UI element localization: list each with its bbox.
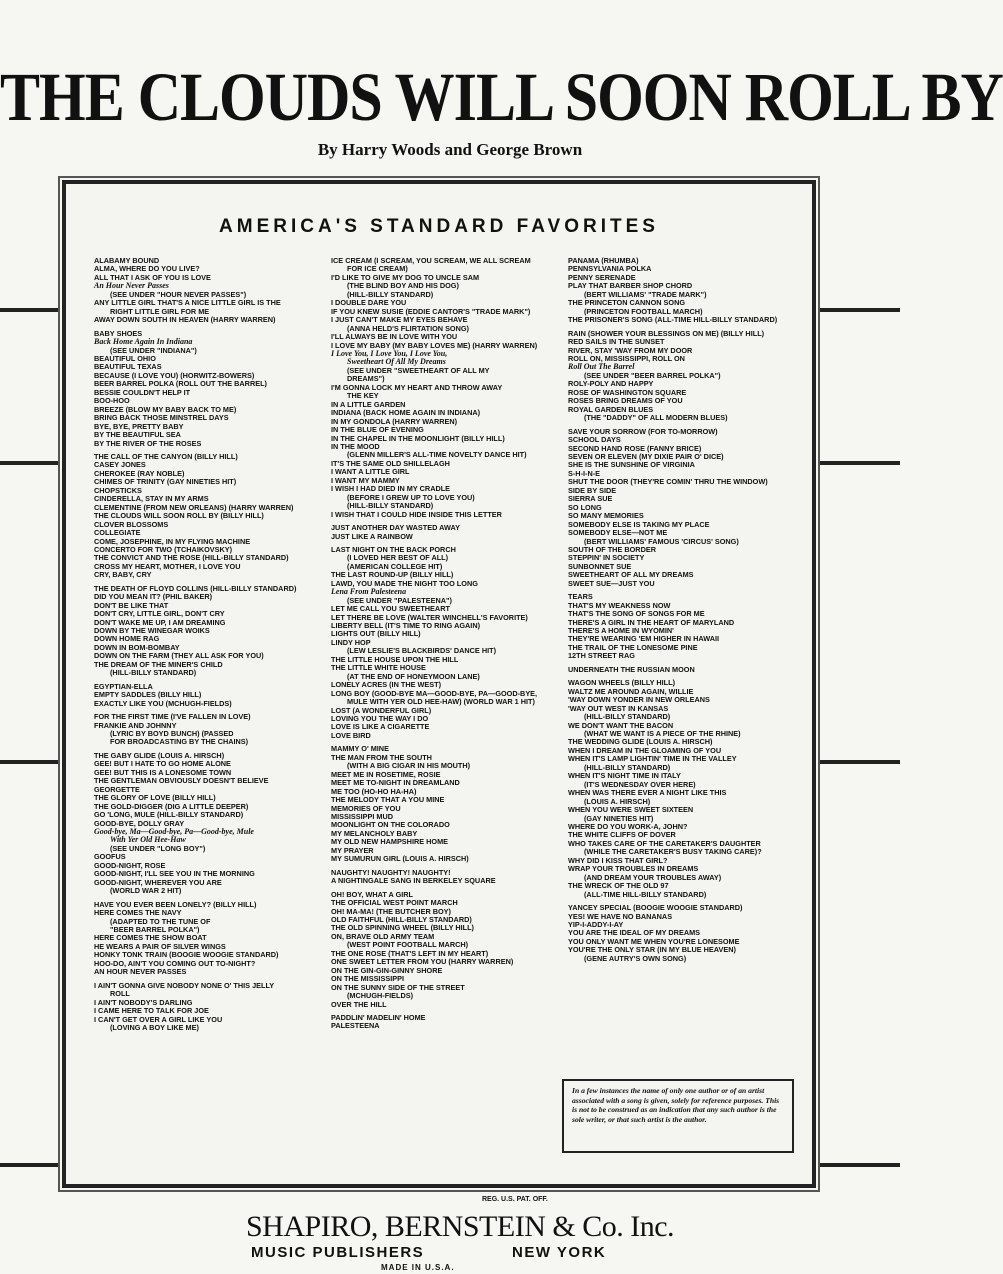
song-entry: THE DEATH OF FLOYD COLLINS (HILL-BILLY STANDARD) — [94, 583, 297, 593]
music-publishers: MUSIC PUBLISHERS — [251, 1244, 425, 1261]
song-entry: LAWD, YOU MADE THE NIGHT TOO LONG — [331, 578, 478, 588]
song-entry: MEMORIES OF YOU — [331, 803, 401, 813]
song-entry: PENNY SERENADE — [568, 272, 636, 282]
song-entry: I WISH THAT I COULD HIDE INSIDE THIS LETTER — [331, 509, 502, 519]
song-entry: THE MELODY THAT A YOU MINE — [331, 795, 445, 805]
song-entry: I WANT MY MAMMY — [331, 475, 400, 485]
song-entry: (PRINCETON FOOTBALL MARCH) — [584, 306, 703, 316]
song-entry: (HILL-BILLY STANDARD) — [347, 289, 434, 299]
song-entry: AN HOUR NEVER PASSES — [94, 967, 187, 977]
song-entry: LAST NIGHT ON THE BACK PORCH — [331, 544, 456, 554]
song-entry: THE LITTLE HOUSE UPON THE HILL — [331, 654, 459, 664]
song-entry: RIGHT LITTLE GIRL FOR ME — [110, 306, 210, 316]
margin-rule — [0, 461, 62, 465]
song-entry: (WITH A BIG CIGAR IN HIS MOUTH) — [347, 761, 471, 771]
song-entry: S-H-I-N-E — [568, 468, 601, 478]
song-entry: DOWN HOME RAG — [94, 634, 160, 644]
song-entry: I WANT A LITTLE GIRL — [331, 467, 410, 477]
catalog-column-1 — [94, 257, 320, 1032]
song-entry: THE MAN FROM THE SOUTH — [331, 752, 432, 762]
song-entry: BOO-HOO — [94, 396, 130, 406]
song-entry: DOWN IN BOM-BOMBAY — [94, 642, 180, 652]
song-entry: THE WRECK OF THE OLD 97 — [568, 881, 669, 891]
song-entry: With Yer Old Hee-Haw — [110, 835, 186, 845]
song-entry: MULE WITH YER OLD HEE-HAW) (WORLD WAR 1 HIT) — [347, 697, 535, 707]
song-entry: WHEN IT'S LAMP LIGHTIN' TIME IN THE VALLEY — [568, 754, 737, 764]
song-entry: (ANNA HELD'S FLIRTATION SONG) — [347, 323, 469, 333]
catalog-heading: AMERICA'S STANDARD FAVORITES — [219, 216, 659, 237]
song-entry: Sweetheart Of All My Dreams — [347, 357, 446, 367]
song-entry: ROSES BRING DREAMS OF YOU — [568, 396, 683, 406]
song-entry: ROLL ON, MISSISSIPPI, ROLL ON — [568, 353, 685, 363]
song-entry: (LOUIS A. HIRSCH) — [584, 796, 651, 806]
song-entry: ROLY-POLY AND HAPPY — [568, 379, 654, 389]
song-entry: THE GLORY OF LOVE (BILLY HILL) — [94, 793, 216, 803]
song-entry: YIP-I-ADDY-I-AY — [568, 919, 624, 929]
song-entry: SOMEBODY ELSE IS TAKING MY PLACE — [568, 519, 710, 529]
song-entry: BESSIE COULDN'T HELP IT — [94, 387, 191, 397]
song-entry: PALESTEENA — [331, 1021, 380, 1031]
song-entry: THE GOLD-DIGGER (DIG A LITTLE DEEPER) — [94, 801, 249, 811]
song-entry: WAGON WHEELS (BILLY HILL) — [568, 678, 676, 688]
song-entry: (LOVING A BOY LIKE ME) — [110, 1022, 199, 1032]
song-entry: THERE'S A HOME IN WYOMIN' — [568, 626, 674, 636]
song-entry: (MCHUGH-FIELDS) — [347, 991, 414, 1001]
song-entry: THE OLD SPINNING WHEEL (BILLY HILL) — [331, 923, 474, 933]
song-entry: THE WEDDING GLIDE (LOUIS A. HIRSCH) — [568, 737, 713, 747]
song-entry: MAMMY O' MINE — [331, 744, 389, 754]
song-entry: BRING BACK THOSE MINSTREL DAYS — [94, 413, 229, 423]
song-entry: RIVER, STAY 'WAY FROM MY DOOR — [568, 345, 693, 355]
song-entry: WHEN WAS THERE EVER A NIGHT LIKE THIS — [568, 788, 727, 798]
song-entry: YES! WE HAVE NO BANANAS — [568, 911, 673, 921]
song-entry: IN THE CHAPEL IN THE MOONLIGHT (BILLY HILL) — [331, 433, 505, 443]
catalog-column-3 — [568, 257, 798, 963]
song-entry: THEY'RE WEARING 'EM HIGHER IN HAWAII — [568, 634, 720, 644]
song-entry: ON, BRAVE OLD ARMY TEAM — [331, 931, 435, 941]
song-entry: LINDY HOP — [331, 637, 371, 647]
song-entry: THE PRINCETON CANNON SONG — [568, 298, 686, 308]
song-entry: GEE! BUT I HATE TO GO HOME ALONE — [94, 759, 231, 769]
song-entry: (ALL-TIME HILL-BILLY STANDARD) — [584, 889, 707, 899]
song-entry: BABY SHOES — [94, 328, 143, 338]
song-entry: I JUST CAN'T MAKE MY EYES BEHAVE — [331, 315, 468, 325]
song-entry: (IT'S WEDNESDAY OVER HERE) — [584, 779, 696, 789]
song-entry: ALMA, WHERE DO YOU LIVE? — [94, 264, 200, 274]
margin-rule — [812, 760, 900, 764]
margin-rule — [0, 1163, 62, 1167]
song-entry: BECAUSE (I LOVE YOU) (HORWITZ-BOWERS) — [94, 370, 255, 380]
song-entry: (LYRIC BY BOYD BUNCH) (PASSED — [110, 729, 234, 739]
song-entry: YANCEY SPECIAL (BOOGIE WOOGIE STANDARD) — [568, 903, 743, 913]
song-entry: GOOD-NIGHT, WHEREVER YOU ARE — [94, 877, 222, 887]
song-entry: I CAN'T GET OVER A GIRL LIKE YOU — [94, 1014, 223, 1024]
song-entry: COLLEGIATE — [94, 528, 141, 538]
song-entry: (GAY NINETIES HIT) — [584, 813, 654, 823]
song-entry: (WHAT WE WANT IS A PIECE OF THE RHINE) — [584, 729, 741, 739]
song-entry: BY THE BEAUTIFUL SEA — [94, 430, 181, 440]
song-entry: "BEER BARREL POLKA") — [110, 924, 200, 934]
song-entry: WHO TAKES CARE OF THE CARETAKER'S DAUGHTER — [568, 838, 761, 848]
song-entry: LIBERTY BELL (IT'S TIME TO RING AGAIN) — [331, 621, 481, 631]
song-entry: ROYAL GARDEN BLUES — [568, 404, 654, 414]
song-entry: Roll Out The Barrel — [568, 362, 635, 372]
song-entry: GEORGETTE — [94, 784, 140, 794]
song-entry: GOOD-NIGHT, I'LL SEE YOU IN THE MORNING — [94, 869, 255, 879]
song-entry: EGYPTIAN-ELLA — [94, 681, 153, 691]
song-entry: ALABAMY BOUND — [94, 256, 160, 265]
song-entry: (AND DREAM YOUR TROUBLES AWAY) — [584, 872, 722, 882]
song-entry: HERE COMES THE SHOW BOAT — [94, 933, 207, 943]
song-entry: LONELY ACRES (IN THE WEST) — [331, 680, 442, 690]
catalog-column-2 — [331, 257, 557, 1031]
song-entry: WALTZ ME AROUND AGAIN, WILLIE — [568, 686, 694, 696]
song-entry: I AIN'T GONNA GIVE NOBODY NONE O' THIS JELLY — [94, 980, 275, 990]
song-entry: IF YOU KNEW SUSIE (EDDIE CANTOR'S "TRADE MARK") — [331, 306, 531, 316]
song-entry: HERE COMES THE NAVY — [94, 908, 182, 918]
song-entry: PADDLIN' MADELIN' HOME — [331, 1012, 426, 1022]
song-entry: RED SAILS IN THE SUNSET — [568, 337, 665, 347]
song-entry: CHOPSTICKS — [94, 485, 142, 495]
song-entry: MY SUMURUN GIRL (LOUIS A. HIRSCH) — [331, 854, 469, 864]
song-entry: HOO-DO, AIN'T YOU COMING OUT TO-NIGHT? — [94, 958, 256, 968]
song-entry: (THE "DADDY" OF ALL MODERN BLUES) — [584, 413, 728, 423]
song-entry: JUST LIKE A RAINBOW — [331, 531, 413, 541]
song-entry: (ADAPTED TO THE TUNE OF — [110, 916, 211, 926]
song-entry: (GLENN MILLER'S ALL-TIME NOVELTY DANCE HIT) — [347, 450, 527, 460]
song-entry: (SEE UNDER "PALESTEENA") — [347, 595, 452, 605]
song-entry: THE CLOUDS WILL SOON ROLL BY (BILLY HILL) — [94, 511, 264, 521]
song-entry: (THE BLIND BOY AND HIS DOG) — [347, 281, 459, 291]
song-entry: I'D LIKE TO GIVE MY DOG TO UNCLE SAM — [331, 272, 480, 282]
song-entry: (WEST POINT FOOTBALL MARCH) — [347, 940, 469, 950]
song-entry: IN A LITTLE GARDEN — [331, 399, 406, 409]
song-entry: CONCERTO FOR TWO (TCHAIKOVSKY) — [94, 544, 233, 554]
song-entry: DON'T WAKE ME UP, I AM DREAMING — [94, 617, 226, 627]
song-entry: THE DREAM OF THE MINER'S CHILD — [94, 659, 223, 669]
song-entry: THE LAST ROUND-UP (BILLY HILL) — [331, 570, 454, 580]
song-entry: MISSISSIPPI MUD — [331, 812, 394, 821]
song-entry: BYE, BYE, PRETTY BABY — [94, 421, 184, 431]
song-entry: MY PRAYER — [331, 845, 374, 855]
song-entry: CASEY JONES — [94, 460, 146, 470]
made-in-usa: MADE IN U.S.A. — [381, 1263, 455, 1272]
song-entry: YOU ARE THE IDEAL OF MY DREAMS — [568, 928, 701, 938]
song-entry: ANY LITTLE GIRL THAT'S A NICE LITTLE GIRL IS THE — [94, 298, 281, 308]
song-entry: (SEE UNDER "BEER BARREL POLKA") — [584, 370, 721, 380]
song-entry: I'LL ALWAYS BE IN LOVE WITH YOU — [331, 332, 458, 342]
song-entry: (SEE UNDER "SWEETHEART OF ALL MY — [347, 365, 490, 375]
publisher-footer — [0, 1196, 900, 1274]
song-entry: (SEE UNDER "LONG BOY") — [110, 843, 206, 853]
song-entry: FOR BROADCASTING BY THE CHAINS) — [110, 737, 249, 747]
song-entry: Lena From Palesteena — [331, 587, 407, 597]
song-entry: SOUTH OF THE BORDER — [568, 544, 656, 554]
song-entry: DID YOU MEAN IT? (PHIL BAKER) — [94, 592, 213, 602]
song-entry: ROLL — [110, 989, 130, 999]
song-entry: (I LOVED HER BEST OF ALL) — [347, 553, 449, 563]
margin-rule — [812, 308, 900, 312]
song-entry: LOST (A WONDERFUL GIRL) — [331, 705, 432, 715]
song-entry: MY OLD NEW HAMPSHIRE HOME — [331, 837, 449, 847]
song-entry: DON'T BE LIKE THAT — [94, 600, 169, 610]
song-entry: ONE SWEET LETTER FROM YOU (HARRY WARREN) — [331, 957, 514, 967]
song-entry: GOOD-NIGHT, ROSE — [94, 860, 166, 870]
song-entry: SCHOOL DAYS — [568, 435, 621, 445]
song-entry: (LEW LESLIE'S BLACKBIRDS' DANCE HIT) — [347, 646, 496, 656]
song-entry: THE WHITE CLIFFS OF DOVER — [568, 830, 676, 840]
song-entry: (HILL-BILLY STANDARD) — [584, 762, 671, 772]
song-entry: GEE! BUT THIS IS A LONESOME TOWN — [94, 767, 232, 777]
song-entry: CHEROKEE (RAY NOBLE) — [94, 468, 185, 478]
song-entry: SO MANY MEMORIES — [568, 511, 644, 521]
song-entry: CRY, BABY, CRY — [94, 570, 152, 580]
song-entry: SAVE YOUR SORROW (FOR TO-MORROW) — [568, 426, 718, 436]
song-entry: THAT'S MY WEAKNESS NOW — [568, 600, 671, 610]
song-entry: WHEN I DREAM IN THE GLOAMING OF YOU — [568, 745, 722, 755]
song-entry: AWAY DOWN SOUTH IN HEAVEN (HARRY WARREN) — [94, 315, 276, 325]
song-entry: THERE'S A GIRL IN THE HEART OF MARYLAND — [568, 617, 735, 627]
song-entry: GOOD-BYE, DOLLY GRAY — [94, 818, 185, 828]
song-entry: EXACTLY LIKE YOU (MCHUGH-FIELDS) — [94, 698, 232, 708]
song-entry: HONKY TONK TRAIN (BOOGIE WOOGIE STANDARD) — [94, 950, 279, 960]
song-entry: COME, JOSEPHINE, IN MY FLYING MACHINE — [94, 536, 251, 546]
song-entry: HE WEARS A PAIR OF SILVER WINGS — [94, 941, 226, 951]
song-entry: SEVEN OR ELEVEN (MY DIXIE PAIR O' DICE) — [568, 451, 724, 461]
song-entry: CINDERELLA, STAY IN MY ARMS — [94, 494, 209, 504]
publisher-city: NEW YORK — [512, 1244, 607, 1261]
song-entry: RAIN (SHOWER YOUR BLESSINGS ON ME) (BILLY HILL) — [568, 328, 765, 338]
song-entry: WHERE DO YOU WORK-A, JOHN? — [568, 822, 688, 831]
song-entry: ME TOO (HO-HO HA-HA) — [331, 786, 417, 796]
song-entry: FRANKIE AND JOHNNY — [94, 720, 177, 730]
song-entry: LOVING YOU THE WAY I DO — [331, 714, 429, 724]
song-entry: YOU ONLY WANT ME WHEN YOU'RE LONESOME — [568, 936, 740, 946]
song-entry: BREEZE (BLOW MY BABY BACK TO ME) — [94, 404, 237, 414]
song-entry: THE CONVICT AND THE ROSE (HILL-BILLY STANDARD) — [94, 553, 289, 563]
song-entry: THE PRISONER'S SONG (ALL-TIME HILL-BILLY STANDARD) — [568, 315, 778, 325]
song-entry: IN THE MOOD — [331, 441, 380, 451]
margin-rule — [0, 760, 62, 764]
song-entry: 'WAY OUT WEST IN KANSAS — [568, 703, 669, 713]
song-entry: I DOUBLE DARE YOU — [331, 298, 407, 308]
song-entry: I LOVE MY BABY (MY BABY LOVES ME) (HARRY WARREN) — [331, 340, 538, 350]
song-entry: THE GENTLEMAN OBVIOUSLY DOESN'T BELIEVE — [94, 776, 269, 786]
song-entry: THE CALL OF THE CANYON (BILLY HILL) — [94, 451, 238, 461]
margin-rule — [812, 461, 900, 465]
song-entry: WHEN IT'S NIGHT TIME IN ITALY — [568, 771, 681, 781]
song-entry: WRAP YOUR TROUBLES IN DREAMS — [568, 864, 699, 874]
song-entry: GO 'LONG, MULE (HILL-BILLY STANDARD) — [94, 810, 244, 820]
song-entry: JUST ANOTHER DAY WASTED AWAY — [331, 523, 460, 533]
song-entry: TEARS — [568, 592, 593, 602]
song-entry: 'WAY DOWN YONDER IN NEW ORLEANS — [568, 695, 710, 705]
song-entry: LONG BOY (GOOD-BYE MA—GOOD-BYE, PA—GOOD-BYE, — [331, 688, 538, 698]
margin-rule — [812, 1163, 900, 1167]
song-entry: INDIANA (BACK HOME AGAIN IN INDIANA) — [331, 408, 481, 418]
song-entry: FOR ICE CREAM) — [347, 264, 408, 274]
song-entry: PENNSYLVANIA POLKA — [568, 264, 652, 274]
song-entry: CLOVER BLOSSOMS — [94, 519, 169, 529]
song-entry: THE KEY — [347, 391, 379, 401]
song-entry: THE TRAIL OF THE LONESOME PINE — [568, 642, 698, 652]
song-entry: ON THE MISSISSIPPI — [331, 974, 404, 984]
song-entry: ON THE SUNNY SIDE OF THE STREET — [331, 982, 465, 992]
song-entry: SUNBONNET SUE — [568, 561, 632, 571]
song-entry: SIERRA SUE — [568, 494, 613, 504]
song-entry: OVER THE HILL — [331, 999, 387, 1009]
song-entry: I Love You, I Love You, I Love You, — [331, 348, 448, 358]
song-entry: (WORLD WAR 2 HIT) — [110, 886, 182, 896]
song-entry: (GENE AUTRY'S OWN SONG) — [584, 953, 687, 963]
song-entry: CLEMENTINE (FROM NEW ORLEANS) (HARRY WARREN) — [94, 502, 294, 512]
song-entry: LET ME CALL YOU SWEETHEART — [331, 604, 450, 614]
song-entry: An Hour Never Passes — [94, 281, 169, 291]
song-entry: EMPTY SADDLES (BILLY HILL) — [94, 690, 202, 700]
song-entry: MEET ME TO-NIGHT IN DREAMLAND — [331, 778, 460, 788]
song-entry: (BERT WILLIAMS' FAMOUS 'CIRCUS' SONG) — [584, 536, 739, 546]
song-entry: PANAMA (RHUMBA) — [568, 256, 639, 265]
song-entry: STEPPIN' IN SOCIETY — [568, 553, 645, 563]
song-entry: LOVE BIRD — [331, 730, 371, 740]
song-entry: LET THERE BE LOVE (WALTER WINCHELL'S FAVORITE) — [331, 612, 528, 622]
song-entry: SO LONG — [568, 502, 602, 512]
song-entry: IT'S THE SAME OLD SHILLELAGH — [331, 458, 450, 468]
song-entry: GOOFUS — [94, 852, 126, 862]
song-entry: THAT'S THE SONG OF SONGS FOR ME — [568, 609, 705, 619]
song-entry: CROSS MY HEART, MOTHER, I LOVE YOU — [94, 561, 241, 571]
song-entry: PLAY THAT BARBER SHOP CHORD — [568, 281, 693, 291]
song-entry: DON'T CRY, LITTLE GIRL, DON'T CRY — [94, 609, 225, 619]
song-entry: ALL THAT I ASK OF YOU IS LOVE — [94, 272, 211, 282]
song-entry: (AMERICAN COLLEGE HIT) — [347, 561, 443, 571]
song-entry: I AIN'T NOBODY'S DARLING — [94, 997, 193, 1007]
song-entry: 12TH STREET RAG — [568, 651, 635, 661]
song-entry: SHUT THE DOOR (THEY'RE COMIN' THRU THE WINDOW) — [568, 477, 768, 487]
registered-trademark: REG. U.S. PAT. OFF. — [482, 1196, 548, 1203]
song-entry: DREAMS") — [347, 374, 385, 384]
song-entry: OLD FAITHFUL (HILL-BILLY STANDARD) — [331, 914, 472, 924]
song-entry: A NIGHTINGALE SANG IN BERKELEY SQUARE — [331, 876, 496, 886]
song-entry: NAUGHTY! NAUGHTY! NAUGHTY! — [331, 867, 451, 877]
song-entry: OH! BOY, WHAT A GIRL — [331, 889, 414, 899]
song-entry: BEAUTIFUL OHIO — [94, 353, 156, 363]
song-entry: (BERT WILLIAMS' "TRADE MARK") — [584, 289, 707, 299]
song-entry: UNDERNEATH THE RUSSIAN MOON — [568, 664, 695, 674]
song-entry: SWEET SUE—JUST YOU — [568, 578, 655, 588]
song-entry: (WHILE THE CARETAKER'S BUSY TAKING CARE)? — [584, 847, 762, 857]
publisher-logo: SHAPIRO, BERNSTEIN & Co. Inc. — [246, 1210, 675, 1243]
song-entry: I'M GONNA LOCK MY HEART AND THROW AWAY — [331, 382, 503, 392]
song-entry: HAVE YOU EVER BEEN LONELY? (BILLY HILL) — [94, 899, 257, 909]
song-entry: (SEE UNDER "HOUR NEVER PASSES") — [110, 289, 247, 299]
song-title: THE CLOUDS WILL SOON ROLL BY — [0, 59, 1003, 136]
song-entry: YOU'RE THE ONLY STAR (IN MY BLUE HEAVEN) — [568, 945, 736, 955]
song-entry: (HILL-BILLY STANDARD) — [347, 501, 434, 511]
song-entry: THE ONE ROSE (THAT'S LEFT IN MY HEART) — [331, 948, 489, 958]
song-entry: IN MY GONDOLA (HARRY WARREN) — [331, 416, 458, 426]
song-entry: THE GABY GLIDE (LOUIS A. HIRSCH) — [94, 750, 225, 760]
song-entry: WHEN YOU WERE SWEET SIXTEEN — [568, 805, 694, 815]
song-entry: IN THE BLUE OF EVENING — [331, 425, 424, 435]
song-entry: THE LITTLE WHITE HOUSE — [331, 663, 426, 673]
song-entry: I WISH I HAD DIED IN MY CRADLE — [331, 484, 451, 494]
song-entry: (HILL-BILLY STANDARD) — [110, 668, 197, 678]
song-entry: WE DON'T WANT THE BACON — [568, 720, 674, 730]
song-entry: Back Home Again In Indiana — [94, 337, 193, 347]
song-entry: MOONLIGHT ON THE COLORADO — [331, 820, 450, 830]
song-entry: LIGHTS OUT (BILLY HILL) — [331, 629, 421, 639]
song-entry: BY THE RIVER OF THE ROSES — [94, 438, 202, 448]
reference-note: In a few instances the name of only one author or of an artist associated with a song is given, solely for reference purposes. This is not to be construed as an indication that any such author is the sole writer, or that such artist is the author. — [562, 1079, 794, 1153]
song-entry: ROSE OF WASHINGTON SQUARE — [568, 387, 687, 397]
song-entry: ICE CREAM (I SCREAM, YOU SCREAM, WE ALL SCREAM — [331, 256, 531, 265]
song-entry: OH! MA-MA! (THE BUTCHER BOY) — [331, 906, 451, 916]
song-entry: THE OFFICIAL WEST POINT MARCH — [331, 898, 458, 908]
song-entry: MEET ME IN ROSETIME, ROSIE — [331, 769, 441, 779]
song-entry: SECOND HAND ROSE (FANNY BRICE) — [568, 443, 702, 453]
song-entry: FOR THE FIRST TIME (I'VE FALLEN IN LOVE) — [94, 712, 251, 722]
byline: By Harry Woods and George Brown — [317, 140, 583, 159]
song-entry: Good-bye, Ma—Good-bye, Pa—Good-bye, Mule — [94, 827, 254, 836]
song-entry: (AT THE END OF HONEYMOON LANE) — [347, 671, 480, 681]
song-entry: LOVE IS LIKE A CIGARETTE — [331, 722, 430, 732]
song-entry: I CAME HERE TO TALK FOR JOE — [94, 1006, 209, 1016]
margin-rule — [0, 308, 62, 312]
song-entry: BEAUTIFUL TEXAS — [94, 362, 162, 372]
song-entry: BEER BARREL POLKA (ROLL OUT THE BARREL) — [94, 379, 267, 389]
song-entry: (HILL-BILLY STANDARD) — [584, 712, 671, 722]
song-entry: (SEE UNDER "INDIANA") — [110, 345, 197, 355]
song-entry: WHY DID I KISS THAT GIRL? — [568, 855, 668, 865]
song-entry: CHIMES OF TRINITY (GAY NINETIES HIT) — [94, 477, 237, 487]
song-entry: (BEFORE I GREW UP TO LOVE YOU) — [347, 492, 475, 502]
song-entry: DOWN ON THE FARM (THEY ALL ASK FOR YOU) — [94, 651, 264, 661]
song-entry: ON THE GIN-GIN-GINNY SHORE — [331, 965, 443, 975]
song-entry: SWEETHEART OF ALL MY DREAMS — [568, 570, 694, 580]
song-entry: SHE IS THE SUNSHINE OF VIRGINIA — [568, 460, 695, 470]
song-entry: MY MELANCHOLY BABY — [331, 828, 418, 838]
song-entry: SOMEBODY ELSE—NOT ME — [568, 528, 668, 538]
song-entry: DOWN BY THE WINEGAR WOIKS — [94, 626, 210, 636]
song-entry: SIDE BY SIDE — [568, 485, 617, 495]
catalog-frame — [62, 180, 816, 1188]
